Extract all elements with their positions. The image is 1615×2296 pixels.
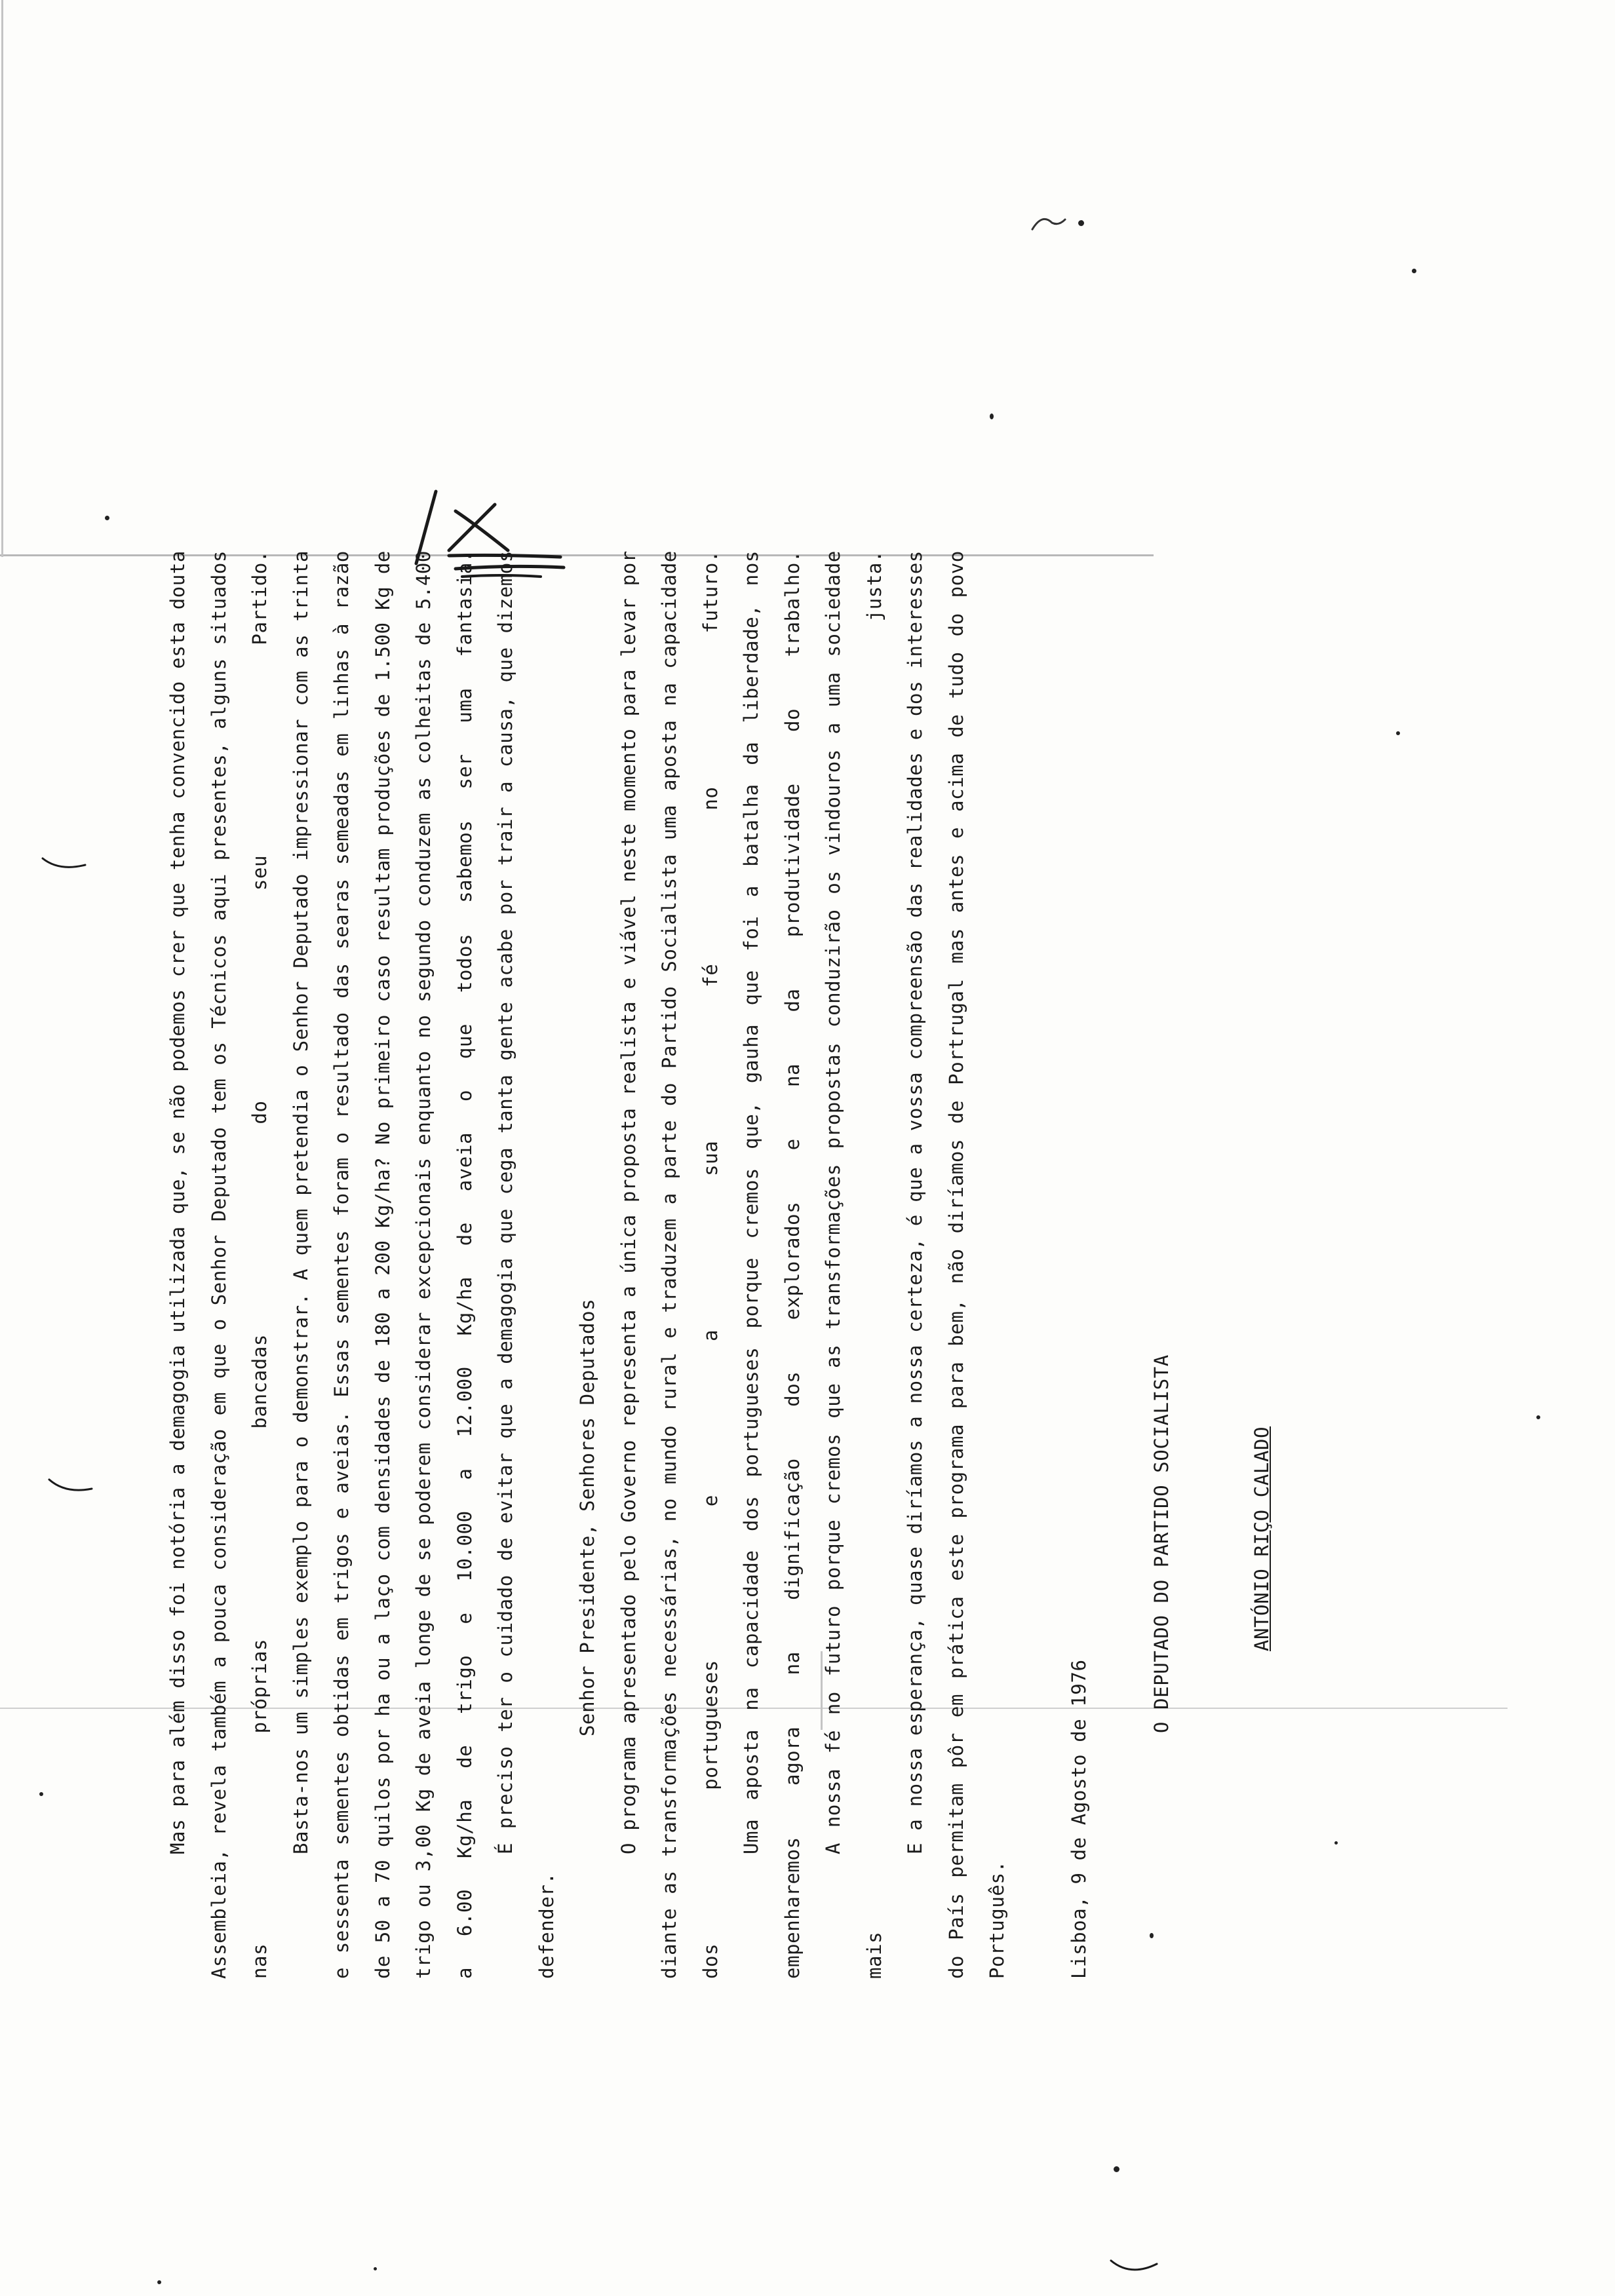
pen-stroke xyxy=(46,1474,98,1501)
pen-stroke xyxy=(39,852,92,878)
fold-line-left-edge xyxy=(1,0,3,557)
body-paragraph-6: A nossa fé no futuro porque cremos que as transformações propostas conduzirão os vindouros a uma sociedade mais justa. xyxy=(822,550,885,1979)
body-paragraph-5: Uma aposta na capacidade dos portugueses porque cremos que, gauha que foi a batalha da liberdade, nos empenharemos agora na dignificação dos explorados e na da produtividade do trabalho. xyxy=(740,550,804,1979)
pen-stroke xyxy=(1029,210,1068,236)
body-paragraph-4: O programa apresentado pelo Governo representa a única proposta realista e viável neste momento para levar por diante as transformações necessárias, no mundo rural e traduzem a parte do Partido Socialista uma aposta na capacidade dos portugueses e a sua fé no futuro. xyxy=(617,550,722,1979)
body-paragraph-2: Basta-nos um simples exemplo para o demonstrar. A quem pretendia o Senhor Deputado impressionar com as trinta e sessenta sementes obtidas em trigos e aveias. Essas sementes foram o resultado das searas semeadas em linhas à razão de 50 a 70 quilos por ha ou a laço com densidades de 180 a 200 Kg/ha? No primeiro caso resultam produções de 1.500 Kg de trigo ou 3,00 Kg de aveia longe de se poderem considerar excepcionais enquanto no segundo conduzem as colheitas de 5.400 a 6.00 Kg/ha de trigo e 10.000 a 12.000 Kg/ha de aveia o que todos sabemos ser uma fantasia. xyxy=(289,550,476,1979)
ink-speck xyxy=(374,2267,377,2270)
ink-speck xyxy=(157,2280,161,2284)
signature-title: O DEPUTADO DO PARTIDO SOCIALISTA xyxy=(1150,1354,1173,1733)
ink-speck xyxy=(1114,2166,1119,2172)
body-paragraph-7: E a nossa esperança, quase diríamos a nossa certeza, é que a vossa compreensão das realidades e dos interesses do País permitam pôr em prática este programa para bem, não diríamos de Portrugal mas antes e acima de tudo do povo Português. xyxy=(904,550,1008,1979)
ink-speck xyxy=(1334,1841,1338,1845)
ink-speck xyxy=(1536,1415,1540,1419)
salutation-heading: Senhor Presidente, Senhores Deputados xyxy=(576,1298,598,1736)
pen-stroke xyxy=(1108,2254,1160,2280)
ink-speck xyxy=(1078,220,1084,226)
ink-speck xyxy=(1396,731,1400,735)
ink-speck xyxy=(39,1792,43,1796)
body-paragraph-3: É preciso ter o cuidado de evitar que a demagogia que cega tanta gente acabe por trair a causa, que dizemos defender. xyxy=(494,550,558,1979)
ink-speck xyxy=(105,516,109,520)
document-text xyxy=(157,550,1282,1979)
ink-speck xyxy=(990,413,994,419)
typewritten-body-rotated xyxy=(157,550,1331,1979)
body-paragraph-1: Mas para além disso foi notória a demagogia utilizada que, se não podemos crer que tenha convencido esta douta Assembleia, revela também a pouca consideração em que o Senhor Deputado tem os Técnicos aqui presentes, alguns situados nas próprias bancadas do seu Partido. xyxy=(166,550,271,1979)
signature-name: ANTÓNIO RIÇO CALADO xyxy=(1250,1426,1273,1651)
date-line: Lisboa, 9 de Agosto de 1976 xyxy=(1067,1659,1090,1979)
ink-speck xyxy=(1412,269,1416,273)
